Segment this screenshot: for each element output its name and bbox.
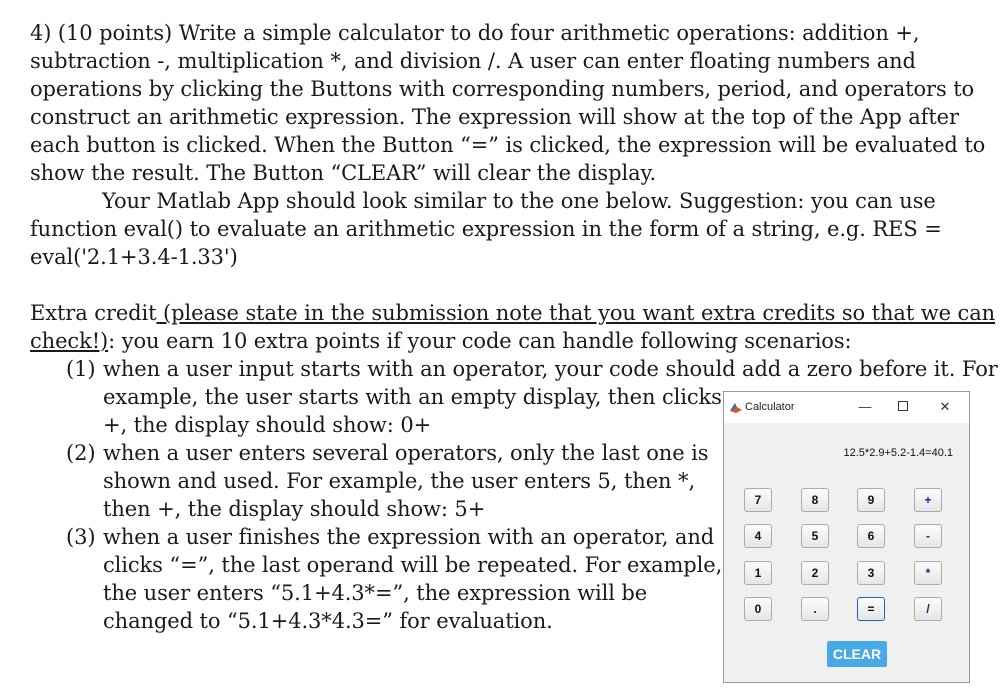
extra-credit-rest: : you earn 10 extra points if your code can handle following scenarios:: [108, 329, 852, 353]
key-8[interactable]: 8: [801, 488, 829, 512]
key-period[interactable]: .: [801, 597, 829, 621]
question-line: eval('2.1+3.4-1.33'): [30, 245, 238, 269]
question-line: 4) (10 points) Write a simple calculator to do four arithmetic operations: addition +,: [30, 21, 920, 45]
item-line: when a user enters several operators, only the last one is: [103, 441, 709, 465]
key-minus[interactable]: -: [914, 524, 942, 548]
maximize-button[interactable]: [890, 396, 916, 418]
item-line: clicks “=”, the last operand will be repeated. For example,: [103, 553, 723, 577]
key-0[interactable]: 0: [744, 597, 772, 621]
extra-credit-line: [30, 327, 852, 355]
item-number: (3): [66, 525, 96, 549]
window-title: Calculator: [745, 401, 795, 413]
question-line: subtraction -, multiplication *, and division /. A user can enter floating numbers and: [30, 49, 916, 73]
key-1[interactable]: 1: [744, 561, 772, 585]
key-multiply[interactable]: *: [914, 561, 942, 585]
key-2[interactable]: 2: [801, 561, 829, 585]
title-bar[interactable]: [724, 392, 969, 423]
minimize-button[interactable]: —: [858, 399, 872, 414]
question-line: construct an arithmetic expression. The expression will show at the top of the App after: [30, 105, 959, 129]
question-line: each button is clicked. When the Button “=” is clicked, the expression will be evaluated to: [30, 133, 986, 157]
item-line: the user enters “5.1+4.3*=”, the expression will be: [103, 581, 648, 605]
item-line: when a user finishes the expression with an operator, and: [103, 525, 715, 549]
item-line: when a user input starts with an operator, your code should add a zero before it. For: [103, 357, 998, 381]
item-number: (2): [66, 441, 96, 465]
extra-credit-lead: Extra credit: [30, 301, 157, 325]
matlab-app-icon: [729, 401, 743, 415]
expression-display: 12.5*2.9+5.2-1.4=40.1: [734, 436, 959, 470]
key-4[interactable]: 4: [744, 524, 772, 548]
item-line: changed to “5.1+4.3*4.3=” for evaluation.: [103, 609, 553, 633]
question-line: show the result. The Button “CLEAR” will clear the display.: [30, 161, 657, 185]
clear-button[interactable]: CLEAR: [827, 641, 887, 667]
question-line: function eval() to evaluate an arithmetic expression in the form of a string, e.g. RES =: [30, 217, 942, 241]
key-equals[interactable]: =: [857, 597, 885, 621]
calculator-window: [723, 391, 970, 683]
extra-credit-heading: [30, 299, 995, 327]
item-number: (1): [66, 357, 96, 381]
extra-credit-note: (please state in the submission note that you want extra credits so that we can: [156, 301, 996, 325]
extra-credit-note-end: check!): [30, 329, 109, 353]
item-line: example, the user starts with an empty display, then clicks: [103, 385, 722, 409]
key-9[interactable]: 9: [857, 488, 885, 512]
item-line: shown and used. For example, the user enters 5, then *,: [103, 469, 696, 493]
key-5[interactable]: 5: [801, 524, 829, 548]
key-3[interactable]: 3: [857, 561, 885, 585]
key-plus[interactable]: +: [914, 488, 942, 512]
question-line: operations by clicking the Buttons with corresponding numbers, period, and operators to: [30, 77, 975, 101]
key-7[interactable]: 7: [744, 488, 772, 512]
item-line: +, the display should show: 0+: [103, 413, 432, 437]
close-button[interactable]: ✕: [939, 399, 951, 414]
item-line: then +, the display should show: 5+: [103, 497, 486, 521]
question-line: Your Matlab App should look similar to the one below. Suggestion: you can use: [102, 189, 936, 213]
maximize-icon: [898, 401, 908, 411]
key-divide[interactable]: /: [914, 597, 942, 621]
key-6[interactable]: 6: [857, 524, 885, 548]
